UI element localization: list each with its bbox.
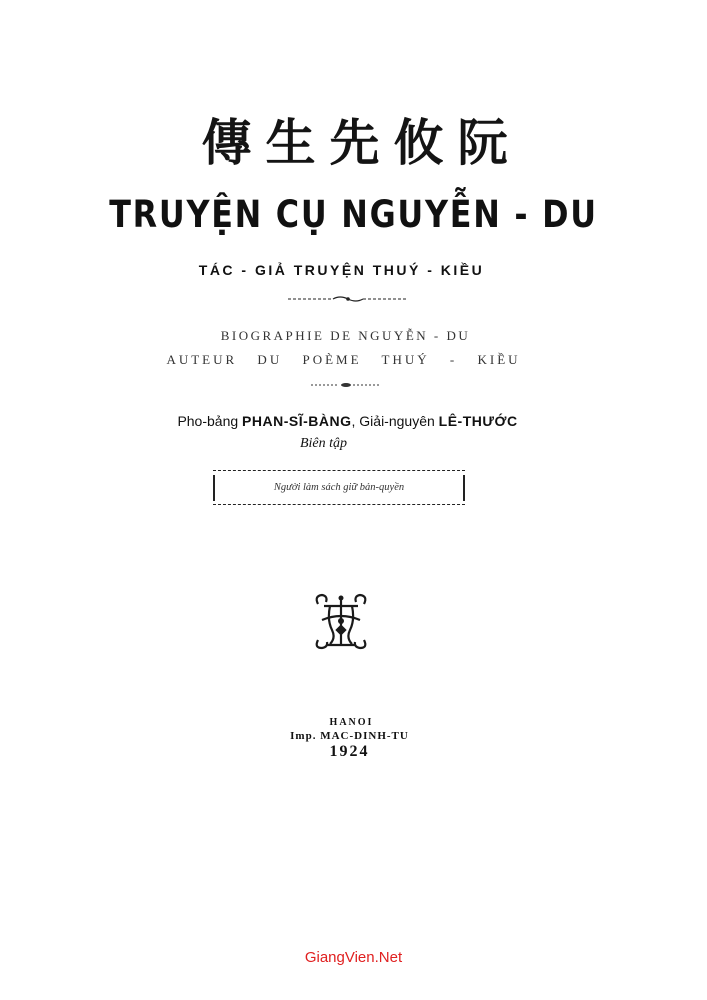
- publisher-printer: Imp. MAC-DINH-TU: [290, 730, 409, 742]
- french-title-line-2: AUTEUR DU POÈME THUÝ - KIỀU: [166, 352, 521, 367]
- watermark: GiangVien.Net: [304, 949, 403, 966]
- editor-name-1: PHAN-SĨ-BÀNG: [242, 413, 352, 429]
- han-nom-title: 傳生先攸阮: [201, 113, 522, 172]
- printer-monogram-icon: [310, 590, 372, 656]
- editors-line: [0, 414, 701, 428]
- copyright-box: [213, 470, 465, 505]
- editor-prefix-2: , Giải-nguyên: [351, 413, 439, 429]
- french-title-line-1: BIOGRAPHIE DE NGUYỄN - DU: [220, 328, 471, 343]
- ornamental-rule-small: [0, 374, 707, 393]
- publication-year: 1924: [329, 743, 370, 760]
- copyright-note: Người làm sách giữ bản-quyền: [273, 482, 405, 493]
- editor-name-2: LÊ-THƯỚC: [438, 413, 518, 429]
- editor-prefix-1: Pho-bảng: [177, 413, 243, 429]
- page-title: TRUYỆN CỤ NGUYỄN - DU: [109, 193, 598, 236]
- ornamental-rule: [0, 289, 707, 308]
- subtitle: TÁC - GIẢ TRUYỆN THUÝ - KIỀU: [198, 262, 485, 278]
- editor-role: Biên tập: [299, 436, 348, 451]
- publisher-city: HANOI: [329, 717, 374, 728]
